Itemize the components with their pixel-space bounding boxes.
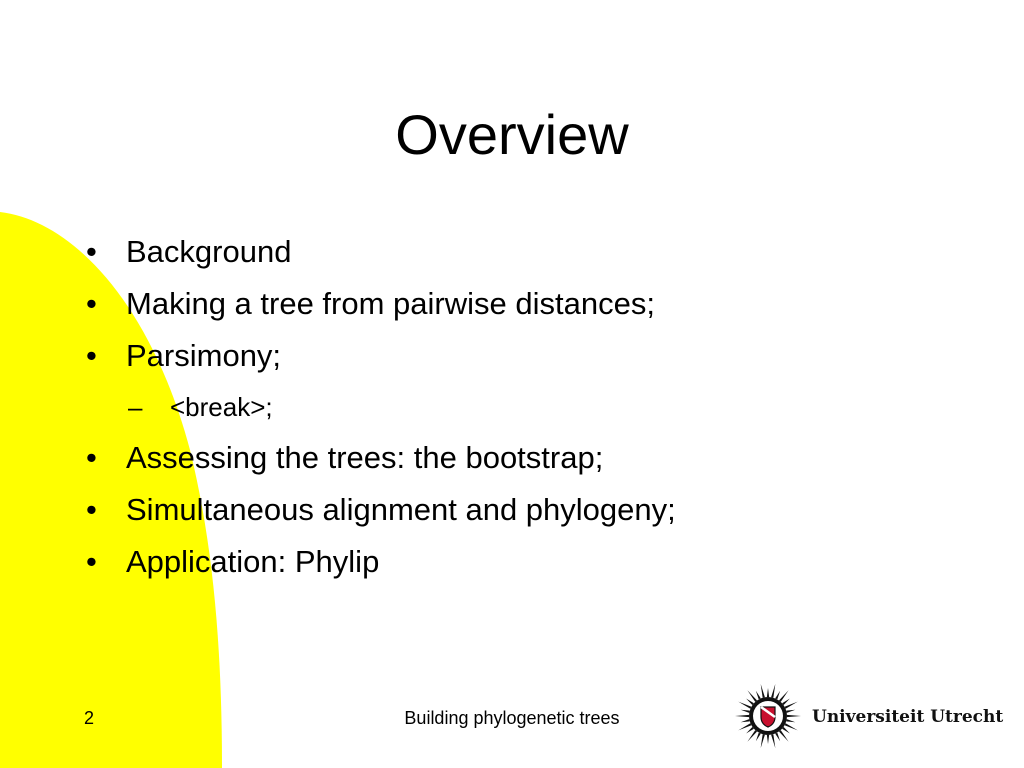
sub-bullet-text: <break>; <box>170 392 273 422</box>
bullet-text: Simultaneous alignment and phylogeny; <box>126 492 676 527</box>
bullet-text: Parsimony; <box>126 338 282 373</box>
university-logo <box>734 682 1004 752</box>
sub-bullet-marker: – <box>128 392 143 422</box>
page-number: 2 <box>84 708 95 728</box>
bullet-marker: • <box>86 440 97 475</box>
bullet-item <box>84 226 676 278</box>
bullet-item <box>84 484 676 536</box>
footer-presentation-title: Building phylogenetic trees <box>404 708 620 728</box>
sun-seal-icon <box>734 682 802 750</box>
bullet-list <box>84 226 676 588</box>
bullet-marker: • <box>86 338 97 373</box>
bullet-marker: • <box>86 492 97 527</box>
bullet-item <box>84 536 676 588</box>
bullet-marker: • <box>86 234 97 269</box>
bullet-item <box>84 330 676 382</box>
bullet-item <box>84 278 676 330</box>
bullet-text: Assessing the trees: the bootstrap; <box>126 440 604 475</box>
slide-title: Overview <box>395 103 629 166</box>
bullet-marker: • <box>86 286 97 321</box>
bullet-text: Making a tree from pairwise distances; <box>126 286 655 321</box>
bullet-text: Application: Phylip <box>126 544 380 579</box>
bullet-item <box>84 432 676 484</box>
bullet-text: Background <box>126 234 292 269</box>
sub-bullet-item <box>84 382 676 432</box>
logo-text: Universiteit Utrecht <box>812 707 1004 727</box>
bullet-marker: • <box>86 544 97 579</box>
